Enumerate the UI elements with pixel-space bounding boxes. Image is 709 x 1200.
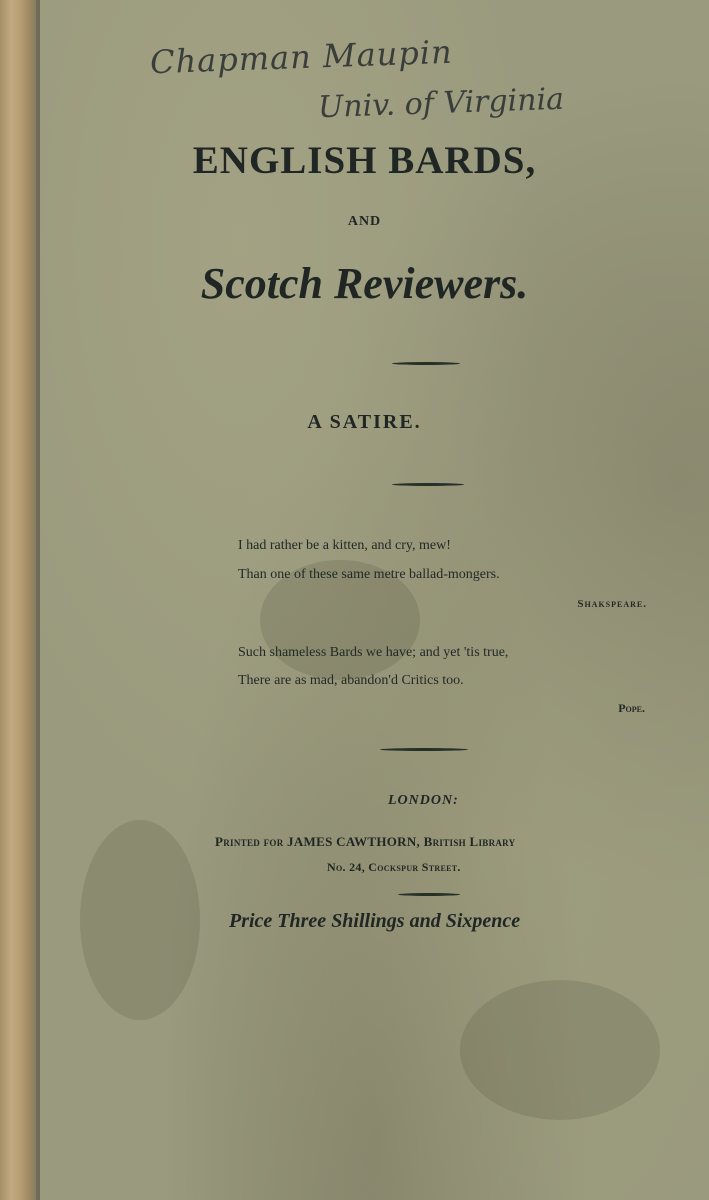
imprint-address: No. 24, Cockspur Street. — [327, 860, 461, 874]
epigraph-attribution: Shakspeare. — [577, 598, 647, 610]
imprint-printer: Printed for JAMES CAWTHORN, British Library — [215, 834, 516, 849]
title-main: ENGLISH BARDS, — [192, 139, 537, 182]
ornamental-rule — [392, 362, 460, 365]
epigraph-line: Such shameless Bards we have; and yet 'tis true, — [238, 645, 509, 660]
subtitle: A SATIRE. — [307, 411, 422, 433]
epigraph-attribution: Pope. — [618, 701, 645, 715]
ornamental-rule — [398, 893, 460, 896]
ornamental-rule — [392, 483, 464, 486]
signature-line-2: Univ. of Virginia — [317, 81, 565, 126]
price-line: Price Three Shillings and Sixpence — [229, 910, 521, 932]
signature-line-1: Chapman Maupin — [149, 32, 454, 82]
foxing-stain — [80, 820, 200, 1020]
epigraph-line: There are as mad, abandon'd Critics too. — [238, 673, 464, 688]
foxing-stain — [460, 980, 660, 1120]
epigraph-line: I had rather be a kitten, and cry, mew! — [238, 538, 451, 553]
title-conjunction: AND — [347, 214, 382, 229]
title-secondary: Scotch Reviewers. — [200, 259, 529, 308]
ornamental-rule — [380, 748, 468, 751]
epigraph-line: Than one of these same metre ballad-mongers. — [238, 567, 500, 582]
imprint-city: LONDON: — [388, 793, 459, 808]
